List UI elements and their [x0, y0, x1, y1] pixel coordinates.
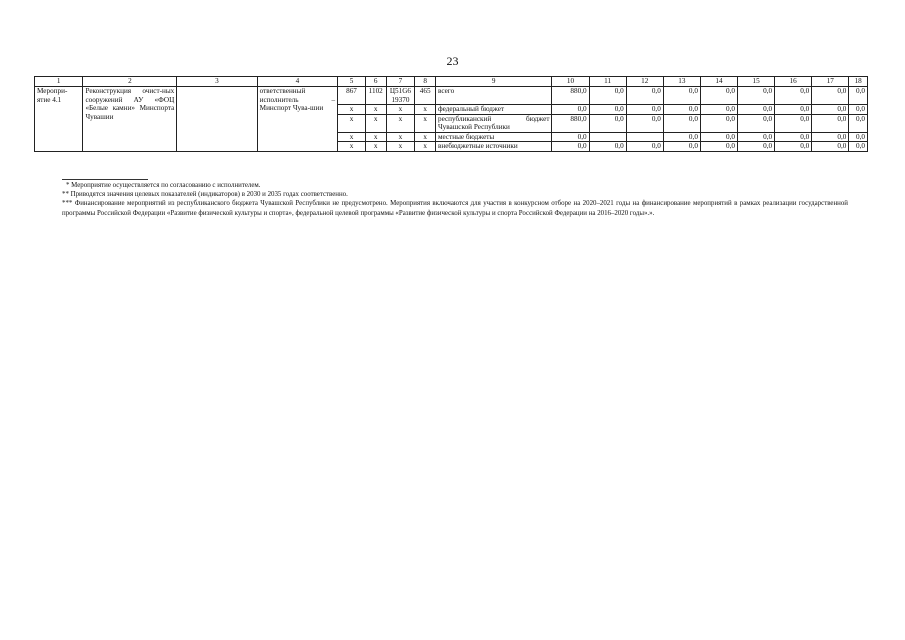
column-number: 17 [812, 77, 849, 87]
value-cell: 0,0 [700, 142, 737, 152]
value-cell: 0,0 [738, 132, 775, 142]
value-cell: 0,0 [738, 142, 775, 152]
event-code-cell: Меропри-ятие 4.1 [35, 87, 83, 152]
column-number: 12 [626, 77, 663, 87]
value-cell: 0,0 [775, 142, 812, 152]
grbs-code-cell: x [338, 114, 366, 132]
section-code-cell: x [365, 105, 386, 115]
column-number: 16 [775, 77, 812, 87]
executor-cell: ответственный исполнитель – Минспорт Чува-шии [257, 87, 337, 152]
value-cell: 0,0 [589, 114, 626, 132]
grbs-code-cell: x [338, 142, 366, 152]
value-cell: 0,0 [775, 87, 812, 105]
value-cell: 0,0 [700, 87, 737, 105]
value-cell: 0,0 [663, 114, 700, 132]
value-cell: 0,0 [738, 87, 775, 105]
value-cell: 0,0 [663, 105, 700, 115]
target-article-cell: x [386, 132, 415, 142]
value-cell: 0,0 [663, 87, 700, 105]
table-row [35, 87, 868, 105]
value-cell: 0,0 [849, 132, 868, 142]
grbs-code-cell: x [338, 105, 366, 115]
expense-type-cell: x [415, 105, 436, 115]
value-cell: 0,0 [775, 105, 812, 115]
value-cell: 0,0 [700, 114, 737, 132]
section-code-cell: x [365, 132, 386, 142]
value-cell: 0,0 [589, 105, 626, 115]
value-cell: 0,0 [626, 142, 663, 152]
funding-source-cell: федеральный бюджет [435, 105, 551, 115]
value-cell: 0,0 [552, 105, 589, 115]
column-number: 1 [35, 77, 83, 87]
value-cell: 0,0 [738, 114, 775, 132]
footnote-separator [62, 179, 148, 180]
funding-source-cell: всего [435, 87, 551, 105]
value-cell [626, 132, 663, 142]
value-cell: 0,0 [812, 105, 849, 115]
value-cell: 0,0 [849, 114, 868, 132]
value-cell: 0,0 [738, 105, 775, 115]
column-number: 2 [83, 77, 177, 87]
column-number: 9 [435, 77, 551, 87]
value-cell: 0,0 [589, 142, 626, 152]
footnote: * Мероприятие осуществляется по согласованию с исполнителем. [66, 182, 261, 189]
value-cell: 0,0 [626, 114, 663, 132]
value-cell: 0,0 [812, 142, 849, 152]
column-number: 18 [849, 77, 868, 87]
value-cell: 0,0 [849, 105, 868, 115]
value-cell: 880,0 [552, 87, 589, 105]
activity-funding-table [34, 76, 868, 152]
funding-source-cell: республиканский бюджет Чувашской Республики [435, 114, 551, 132]
column-number: 14 [700, 77, 737, 87]
event-name-cell: Реконструкция очист-ных сооружений АУ «ФОЦ «Белые камни» Минспорта Чувашии [83, 87, 177, 152]
value-cell: 0,0 [663, 132, 700, 142]
column-number: 13 [663, 77, 700, 87]
target-article-cell: x [386, 142, 415, 152]
value-cell: 0,0 [849, 142, 868, 152]
value-cell: 0,0 [626, 105, 663, 115]
page-number: 23 [446, 54, 459, 68]
value-cell: 0,0 [775, 132, 812, 142]
column-number: 8 [415, 77, 436, 87]
column-number: 5 [338, 77, 366, 87]
value-cell: 0,0 [775, 114, 812, 132]
footnotes [62, 181, 848, 218]
value-cell: 0,0 [552, 142, 589, 152]
column-number: 4 [257, 77, 337, 87]
expense-type-cell: 465 [415, 87, 436, 105]
expense-type-cell: x [415, 132, 436, 142]
expense-type-cell: x [415, 114, 436, 132]
value-cell: 0,0 [812, 114, 849, 132]
funding-source-cell: местные бюджеты [435, 132, 551, 142]
column-number: 15 [738, 77, 775, 87]
column-number: 3 [177, 77, 257, 87]
value-cell [589, 132, 626, 142]
footnote: *** Финансирование мероприятий из республиканского бюджета Чувашской Республики не предусмотрено. Мероприятия включаются для участия в конкурсном отборе на 2020–2021 годы на финансирование мероприятий в рамках реализации государственной программы Российской Федерации «Развитие физической культуры и спорта», федеральной целевой программы «Развитие физической культуры и спорта Российской Федерации на 2016–2020 годы».». [62, 200, 848, 217]
funding-source-cell: внебюджетные источники [435, 142, 551, 152]
target-article-cell: x [386, 105, 415, 115]
value-cell: 0,0 [663, 142, 700, 152]
column-number-row [35, 77, 868, 87]
section-code-cell: x [365, 142, 386, 152]
section-code-cell: 1102 [365, 87, 386, 105]
grbs-code-cell: 867 [338, 87, 366, 105]
value-cell: 0,0 [812, 132, 849, 142]
value-cell: 0,0 [700, 132, 737, 142]
column-number: 7 [386, 77, 415, 87]
value-cell: 0,0 [812, 87, 849, 105]
section-code-cell: x [365, 114, 386, 132]
value-cell: 880,0 [552, 114, 589, 132]
value-cell: 0,0 [849, 87, 868, 105]
value-cell: 0,0 [589, 87, 626, 105]
column-number: 10 [552, 77, 589, 87]
footnote: ** Приводятся значения целевых показателей (индикаторов) в 2030 и 2035 годах соответственно. [62, 191, 348, 199]
target-article-cell: x [386, 114, 415, 132]
grbs-code-cell: x [338, 132, 366, 142]
empty-cell [177, 87, 257, 152]
expense-type-cell: x [415, 142, 436, 152]
column-number: 6 [365, 77, 386, 87]
target-article-cell: Ц51G6 19370 [386, 87, 415, 105]
value-cell: 0,0 [552, 132, 589, 142]
value-cell: 0,0 [700, 105, 737, 115]
column-number: 11 [589, 77, 626, 87]
value-cell: 0,0 [626, 87, 663, 105]
